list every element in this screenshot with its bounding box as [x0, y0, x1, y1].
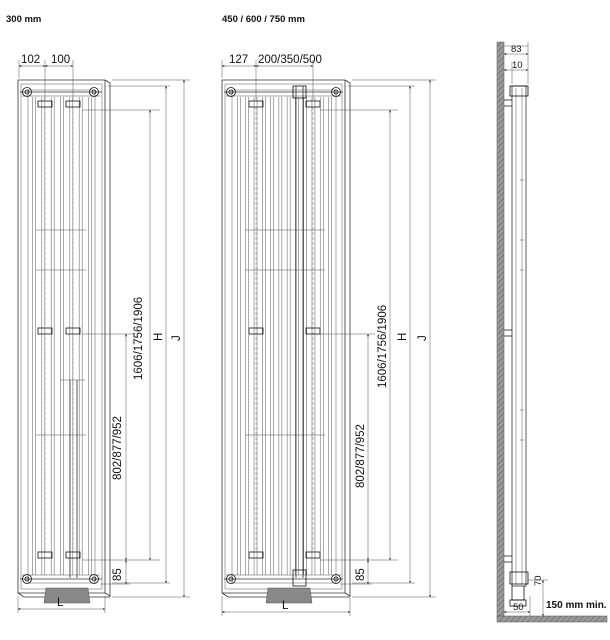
wide-top-left-dim: 127 — [229, 54, 249, 66]
title-wide: 450 / 600 / 750 mm — [222, 14, 305, 25]
narrow-bottom-dim: 85 — [112, 568, 124, 581]
side-clearance-label: 150 mm min. — [546, 600, 607, 611]
wide-bottom-dim: 85 — [355, 568, 367, 581]
wide-mid-height-dim: 802/877/952 — [355, 424, 367, 488]
wide-radiator-front-view — [222, 80, 350, 603]
wide-h-label: H — [397, 332, 409, 341]
title-narrow: 300 mm — [6, 14, 42, 25]
narrow-top-left-dim: 102 — [21, 54, 41, 66]
narrow-mid-height-dim: 802/877/952 — [112, 416, 124, 480]
side-depth-dim: 83 — [511, 44, 522, 55]
side-floor-depth-dim: 50 — [513, 602, 524, 613]
narrow-long-height-dim: 1606/1756/1906 — [133, 296, 145, 380]
wide-j-label: J — [417, 335, 429, 341]
narrow-j-label: J — [171, 335, 183, 341]
side-view — [497, 42, 607, 622]
wide-l-label: L — [282, 600, 289, 612]
side-gap-dim: 10 — [512, 60, 523, 71]
side-floor-height-dim: 70 — [533, 575, 544, 586]
narrow-l-label: L — [57, 597, 64, 609]
wide-long-height-dim: 1606/1756/1906 — [377, 304, 389, 388]
narrow-h-label: H — [153, 332, 165, 341]
narrow-radiator-front-view — [18, 80, 110, 603]
wide-top-right-dim: 200/350/500 — [258, 54, 322, 66]
narrow-top-right-dim: 100 — [51, 54, 71, 66]
